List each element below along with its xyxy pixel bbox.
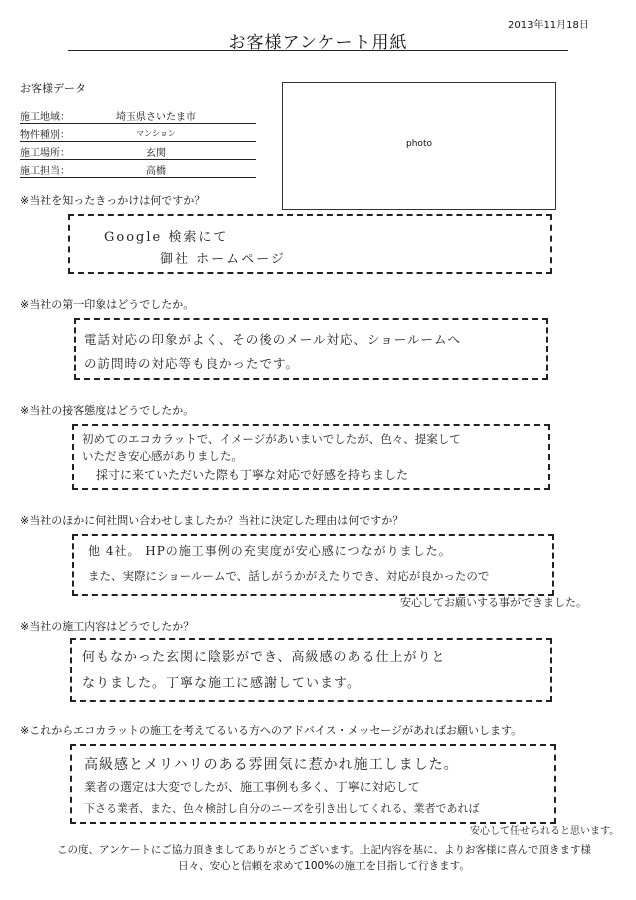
info-value: 埼玉県さいたま市 bbox=[116, 112, 196, 123]
answer-box-1 bbox=[68, 214, 552, 274]
question-5: ※当社の施工内容はどうでしたか？ bbox=[20, 620, 195, 633]
answer-box-6 bbox=[70, 744, 556, 824]
answer-box-3 bbox=[72, 424, 550, 490]
question-2: ※当社の第一印象はどうでしたか。 bbox=[20, 298, 195, 311]
info-value: 高橋 bbox=[146, 166, 166, 177]
info-row-property-type bbox=[20, 124, 256, 142]
answer-line: いただき安心感がありました。 bbox=[82, 449, 243, 463]
info-label: 施工担当： bbox=[20, 166, 70, 177]
answer-line: 御社 ホームページ bbox=[160, 252, 286, 267]
answer-line: 高級感とメリハリのある雰囲気に惹かれ施工しました。 bbox=[84, 757, 459, 773]
answer-overflow-4: 安心してお願いする事ができました。 bbox=[400, 596, 587, 609]
answer-line: 下さる業者、また、色々検討し自分のニーズを引き出してくれる、業者であれば bbox=[84, 802, 480, 815]
answer-box-4 bbox=[72, 534, 554, 596]
survey-date: 2013年11月18日 bbox=[508, 20, 589, 31]
question-3: ※当社の接客態度はどうでしたか。 bbox=[20, 404, 195, 417]
answer-box-2 bbox=[74, 318, 548, 380]
page-title: お客様アンケート用紙 bbox=[228, 33, 408, 53]
info-label: 施工場所： bbox=[20, 148, 70, 159]
photo-label: photo bbox=[406, 139, 432, 149]
question-1: ※当社を知ったきっかけは何ですか？ bbox=[20, 194, 206, 207]
info-value: 玄関 bbox=[146, 148, 166, 159]
answer-line: 採寸に来ていただいた際も丁寧な対応で好感を持ちました bbox=[96, 468, 409, 482]
info-label: 物件種別： bbox=[20, 130, 70, 141]
footer-line-2: 日々、安心と信頼を求めて100%の施工を目指して行きます。 bbox=[178, 860, 470, 872]
answer-line: なりました。丁寧な施工に感謝しています。 bbox=[82, 676, 361, 691]
question-4: ※当社のほかに何社問い合わせしましたか？当社に決定した理由は何ですか？ bbox=[20, 514, 404, 527]
photo-placeholder bbox=[282, 82, 556, 210]
customer-data-heading: お客様データ bbox=[20, 82, 86, 95]
info-row-area bbox=[20, 106, 256, 124]
answer-overflow-6: 安心して任せられると思います。 bbox=[470, 826, 620, 837]
info-row-staff bbox=[20, 160, 256, 178]
answer-line: 他 4社。 HPの施工事例の充実度が安心感につながりました。 bbox=[88, 544, 452, 558]
answer-line: 初めてのエコカラットで、イメージがあいまいでしたが、色々、提案して bbox=[82, 432, 461, 446]
footer-line-1: この度、アンケートにご協力頂きましてありがとうございます。上記内容を基に、よりお客様に喜んで頂きます様 bbox=[56, 844, 592, 856]
info-label: 施工地域： bbox=[20, 112, 70, 123]
answer-line: Google 検索にて bbox=[104, 230, 229, 245]
answer-line: また、実際にショールームで、話しがうかがえたりでき、対応が良かったので bbox=[88, 569, 490, 583]
info-row-location bbox=[20, 142, 256, 160]
question-6: ※これからエコカラットの施工を考えてるいる方へのアドバイス・メッセージがあればお願いします。 bbox=[20, 724, 523, 737]
answer-line: 業者の選定は大変でしたが、施工事例も多く、丁寧に対応して bbox=[84, 780, 420, 794]
answer-box-5 bbox=[70, 638, 552, 702]
info-value: マンション bbox=[136, 129, 176, 138]
answer-line: 電話対応の印象がよく、その後のメール対応、ショールームへ bbox=[84, 332, 462, 347]
title-underline bbox=[68, 50, 568, 51]
answer-line: 何もなかった玄関に陰影ができ、高級感のある仕上がりと bbox=[82, 650, 446, 665]
answer-line: の訪問時の対応等も良かったです。 bbox=[84, 356, 300, 371]
